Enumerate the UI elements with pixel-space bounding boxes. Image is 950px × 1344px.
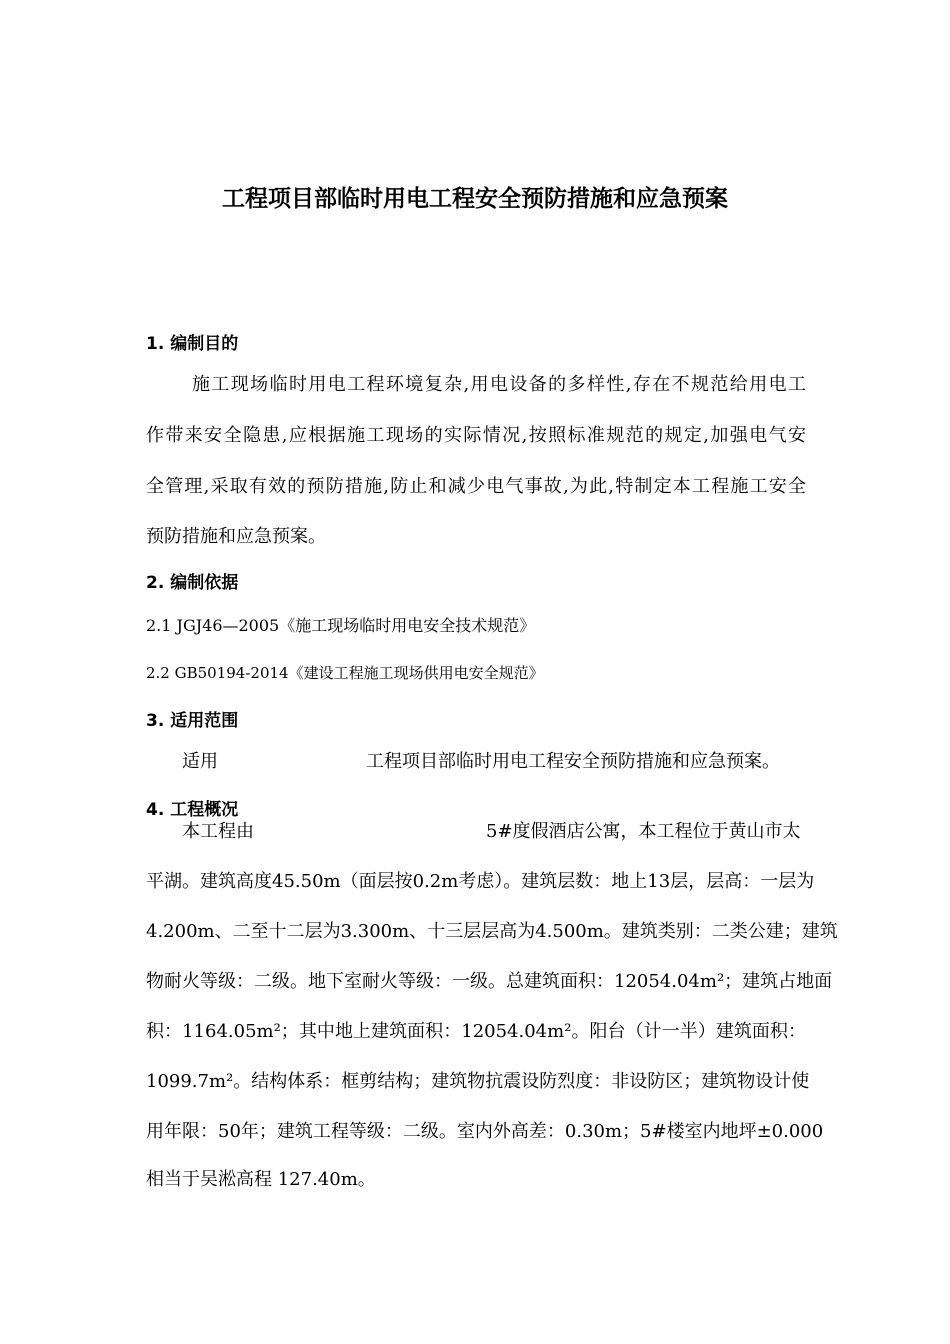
- overview-line: 相当于吴淞高程 127.40m。: [146, 1169, 376, 1190]
- scope-text-end: 工程项目部临时用电工程安全预防措施和应急预案。: [366, 751, 780, 772]
- section-1-line: 全管理,采取有效的预防措施,防止和减少电气事故,为此,特制定本工程施工安全: [146, 476, 806, 497]
- section-2-heading: 2. 编制依据: [146, 573, 239, 593]
- overview-line: 1099.7m²。结构体系：框剪结构；建筑物抗震设防烈度：非设防区；建筑物设计使: [146, 1071, 810, 1092]
- overview-line: 积：1164.05m²；其中地上建筑面积：12054.04m²。阳台（计一半）建筑面积：: [146, 1021, 806, 1042]
- section-3-heading: 3. 适用范围: [146, 711, 239, 731]
- overview-line: 物耐火等级：二级。地下室耐火等级：一级。总建筑面积：12054.04m²；建筑占地面: [146, 971, 833, 992]
- overview-text-end: 5#度假酒店公寓，本工程位于黄山市太: [486, 821, 801, 842]
- section-1-line: 预防措施和应急预案。: [146, 526, 326, 547]
- section-1-line: 作带来安全隐患,应根据施工现场的实际情况,按照标准规范的规定,加强电气安: [146, 425, 806, 446]
- overview-text-start: 本工程由: [182, 821, 254, 842]
- section-1-heading: 1. 编制目的: [146, 334, 239, 354]
- overview-line: 平湖。建筑高度45.50m（面层按0.2m考虑）。建筑层数：地上13层，层高：一层为: [146, 871, 815, 892]
- scope-text-start: 适用: [182, 751, 218, 772]
- overview-line: 4.200m、二至十二层为3.300m、十三层层高为4.500m。建筑类别：二类公建；建筑: [146, 921, 838, 942]
- section-1-line: 施工现场临时用电工程环境复杂,用电设备的多样性,存在不规范给用电工: [192, 374, 806, 395]
- section-4-heading: 4. 工程概况: [146, 800, 239, 820]
- overview-line: 用年限：50年；建筑工程等级：二级。室内外高差：0.30m；5#楼室内地坪±0.000: [146, 1121, 824, 1142]
- reference-item: 2.2 GB50194-2014《建设工程施工现场供用电安全规范》: [146, 664, 544, 682]
- reference-item: 2.1 JGJ46—2005《施工现场临时用电安全技术规范》: [146, 616, 536, 635]
- document-title: 工程项目部临时用电工程安全预防措施和应急预案: [222, 186, 728, 212]
